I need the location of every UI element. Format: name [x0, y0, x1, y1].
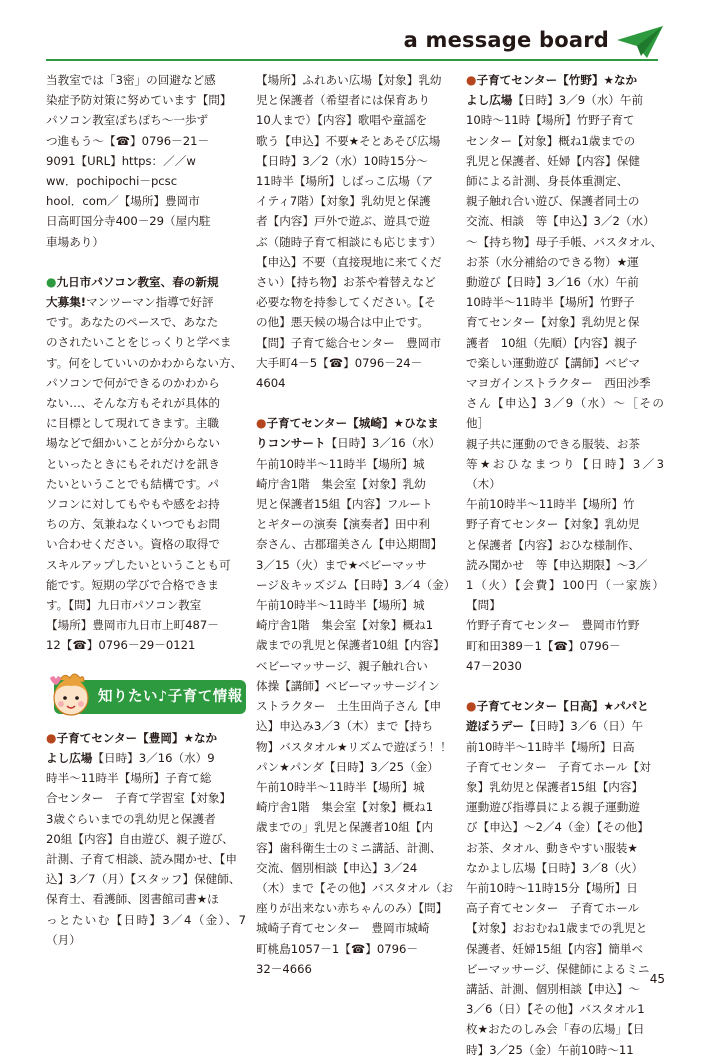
page-number: 45 [649, 972, 665, 986]
article-title: 子育てセンター【日高】★パパと 遊ぼうデー [466, 699, 649, 734]
article-title: 九日市パソコン教室、春の新規 大募集! [46, 274, 219, 310]
bullet-icon: ● [466, 699, 477, 714]
column-2 [256, 70, 456, 979]
header-divider [46, 59, 658, 61]
bullet-icon: ● [46, 274, 57, 289]
paper-plane-icon [617, 26, 663, 58]
article-title: 子育てセンター【豊岡】★なか よし広場 [46, 730, 218, 765]
article-title: 子育てセンター【城崎】★ひなま りコンサート [256, 416, 439, 451]
bullet-icon: ● [466, 73, 477, 87]
bullet-icon: ● [46, 730, 57, 745]
article-body: 【日時】3／16（水） 午前10時半～11時半【場所】城 崎庁舎1階 集会室【対象】乳幼 児と保護者15組【内容】フルート とギターの演奏【演奏者】田中利 奈さん、古郡瑠美さん【申込期間】 3／15（火）まで★ベビーマッサ ージ＆キッズジム【日時】3／4（金） 午前10時半～11時半【場所】城 崎庁舎1階 集会室【対象】概ね1 歳までの乳児と保護者10組【内容】 ベビーマッサージ、親子触れ合い 体操【講師】ベビーマッサージイン ストラクター 土生田尚子さん【申 込】申込み3／3（木）まで【持ち 物】バスタオル★リズムで遊ぼう！！ パン★パンダ【日時】3／25（金） 午前10時半～11時半【場所】城 崎庁舎1階 集会室【対象】概ね1 歳までの」乳児と保護者10組【内 容】歯科衛生士のミニ講話、計測、 交流、個別相談【申込】3／24 （木）まで【その他】バスタオル（お 座りが出来ない赤ちゃんのみ）【問】 城崎子育てセンター 豊岡市城崎 町桃島1057－1【☎】0796－ 32－4666 [256, 436, 456, 976]
article-body: 【日時】3／6（日）午 前10時半～11時半【場所】日高 子育てセンター 子育てホール【対 象】乳幼児と保護者15組【内容】 運動遊び指導員による親子運動遊 び【申込】～2／4（金）【その他】 お茶、タオル、動きやすい服装★ なかよし広場【日時】3／8（火） 午前10時～11時15分【場所】日 高子育てセンター 子育てホール 【対象】おおむね1歳までの乳児と 保護者、妊婦15組【内容】簡単ベ ビーマッサージ、保健師によるミニ 講話、計測、個別相談【申込】～ 3／6（日）【その他】バスタオル1 枚★おたのしみ会「春の広場」【日 時】3／25（金）午前10時～11 [466, 719, 651, 1057]
article-toyooka-center [46, 728, 246, 950]
article-title: 子育てセンター【竹野】★なか よし広場 [466, 73, 638, 108]
article-body: 【日時】3／16（水）9 時半～11時半【場所】子育て総 合センター 子育て学習室【対象】 3歳ぐらいまでの乳幼児と保護者 20組【内容】自由遊び、親子遊び、 計測、子育て相談、読み聞かせ、【申 込】3／7（月）【スタッフ】保健師、 保育士、看護師、図書館司書★ほ っとたいむ【日時】3／4（金）、7（月） [46, 750, 246, 947]
article-hidaka-center [466, 696, 664, 1060]
column-3 [466, 70, 664, 1060]
article-continuation: 【場所】ふれあい広場【対象】乳幼 児と保護者（希望者には保育あり 10人まで）【内容】歌唱や童謡を 歌う【申込】不要★そとあそび広場 【日時】3／2（水）10時15分～ 11時半【場所】しばっこ広場（ア イティ7階）【対象】乳幼児と保護 者【内容】戸外で遊ぶ、遊具で遊 ぶ（随時子育て相談にも応じます） 【申込】不要（直接現地に来てくだ さい）【持ち物】お茶や着替えなど 必要な物を持参してください。【そ の他】悪天候の場合は中止です。 【問】子育て総合センター 豊岡市 大手町4－5【☎】0796－24－ 4604 [256, 73, 442, 391]
section-badge-label: 知りたい♪子育て情報 [98, 688, 243, 705]
article-takeno-center [466, 70, 664, 676]
section-title: a message board [403, 28, 609, 52]
article-pc-school [46, 272, 246, 656]
child-face-icon [46, 670, 96, 718]
article-body: マンツーマン指導で好評 です。あなたのペースで、あなた のされたいことをじっくりと学べま す。何をしていいのかわからない方、 パソコンで何ができるのかわから ない…、そんな方もそれが具体的 に目標として現れてきます。主職 場などで細かいことが分からない といったときにもそれだけを訊き たいということでも結構です。パ ソコンに対してもやもや感をお持 ちの方、気兼ねなくいつでもお問 い合わせください。資格の取得で スキルアップしたいということも可 能です。短期の学びで合格できま す。【問】九日市パソコン教室 【場所】豊岡市九日市上町487－ 12【☎】0796－29－0121 [46, 295, 243, 653]
article-kinosaki-center [256, 413, 456, 979]
bullet-icon: ● [256, 416, 267, 431]
article-body: 【日時】3／9（水）午前 10時～11時【場所】竹野子育て センター【対象】概ね1歳までの 乳児と保護者、妊婦【内容】保健 師による計測、身長体重測定、 親子触れ合い遊び、保護者同士の 交流、相談 等【申込】3／2（水） ～【持ち物】母子手帳、バスタオル、 お茶（水分補給のできる物）★運 動遊び【日時】3／16（水）午前 10時半～11時半【場所】竹野子 育てセンター【対象】乳幼児と保 護者 10組（先順）【内容】親子 で楽しい運動遊び【講師】ベビマ マヨガインストラクター 西田沙季 さん【申込】3／9（水）～［その他］ 親子共に運動のできる服装、お茶 等★おひなまつり【日時】3／3（木） 午前10時半～11時半【場所】竹 野子育てセンター【対象】乳幼児 と保護者【内容】おひな様制作、 読み聞かせ 等【申込期限】～3／ 1（火）【会費】100円（一家族）【問】 竹野子育てセンター 豊岡市竹野 町和田389－1【☎】0796－ 47－2030 [466, 93, 664, 673]
section-badge [46, 662, 246, 718]
column-1 [46, 70, 246, 950]
article-continuation: 当教室では「3密」の回避など感 染症予防対策に努めています【問】 パソコン教室ぽちぽち～一歩ず つ進もう～【☎】0796－21－ 9091【URL】https：／／w ww．pochipochi－pcsc hool．com／【場所】豊岡市 日高町国分寺400－29（屋内駐 車場あり） [46, 73, 232, 249]
page-header [0, 0, 705, 70]
